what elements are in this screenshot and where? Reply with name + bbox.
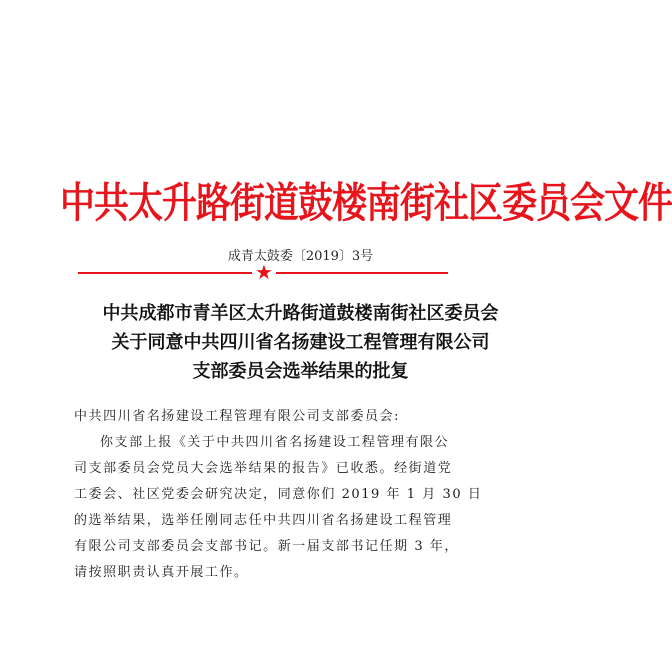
red-rule-right — [276, 272, 448, 274]
star-icon: ★ — [255, 260, 273, 284]
document-title-line-1: 中共成都市青羊区太升路街道鼓楼南街社区委员会 — [102, 303, 499, 324]
body-line: 你支部上报《关于中共四川省名扬建设工程管理有限公 — [100, 435, 450, 450]
addressee: 中共四川省名扬建设工程管理有限公司支部委员会: — [74, 409, 401, 424]
body-line: 司支部委员会党员大会选举结果的报告》已收悉。经街道党 — [74, 461, 453, 476]
body-line: 有限公司支部委员会支部书记。新一届支部书记任期 3 年， — [74, 539, 459, 554]
body-line: 请按照职责认真开展工作。 — [74, 565, 249, 580]
document-number: 成青太鼓委〔2019〕3号 — [227, 249, 374, 264]
document-header-title: 中共太升路街道鼓楼南街社区委员会文件 — [60, 179, 672, 228]
body-line: 工委会、社区党委会研究决定，同意你们 2019 年 1 月 30 日 — [74, 487, 483, 502]
document-title-line-2: 关于同意中共四川省名扬建设工程管理有限公司 — [111, 332, 490, 353]
document-title-line-3: 支部委员会选举结果的批复 — [192, 361, 409, 382]
red-rule-left — [78, 272, 252, 274]
body-line: 的选举结果，选举任刚同志任中共四川省名扬建设工程管理 — [74, 513, 453, 528]
